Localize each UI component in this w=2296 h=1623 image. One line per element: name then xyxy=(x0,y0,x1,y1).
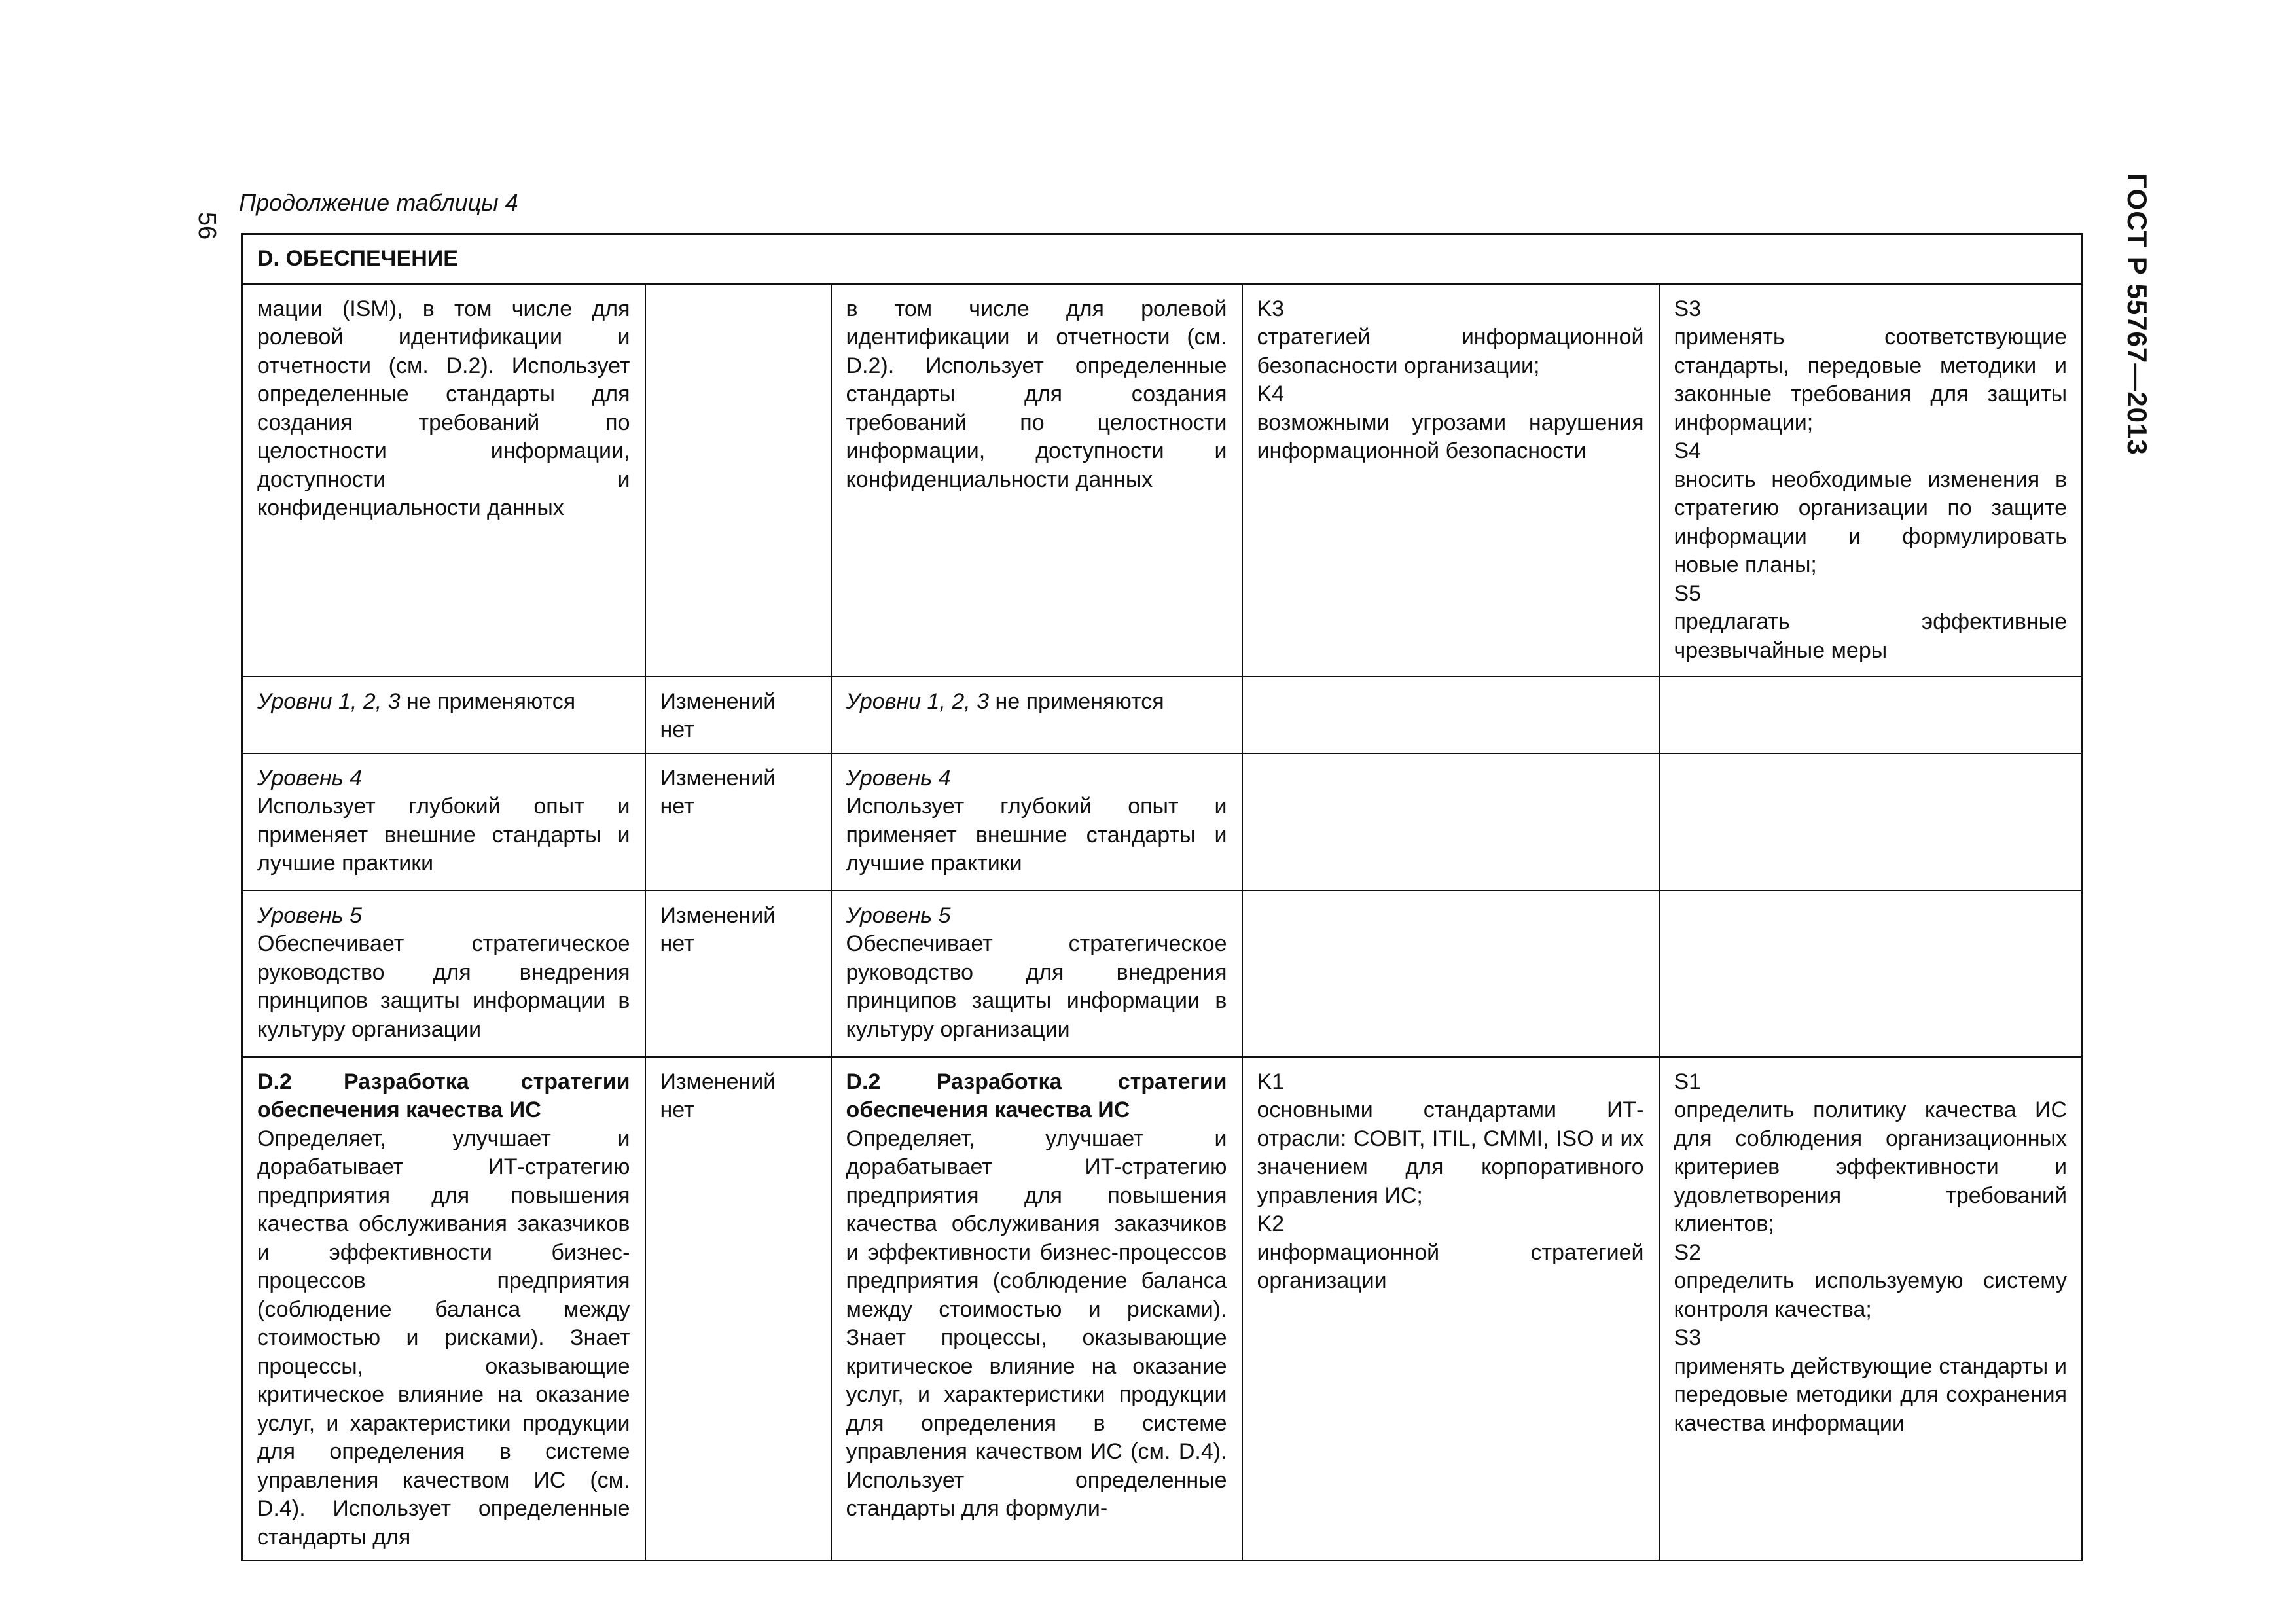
cell-skills xyxy=(1659,753,2083,891)
level-label: Уровень 4 xyxy=(846,765,951,791)
document-designation: ГОСТ Р 55767—2013 xyxy=(2122,173,2153,455)
cell-text: Использует глубокий опыт и применяет внешние стандарты и лучшие практики xyxy=(257,794,630,876)
cell-skills xyxy=(1659,891,2083,1057)
cell-changes xyxy=(645,753,831,891)
competence-table xyxy=(241,233,2083,1561)
skill-text: определить используемую систему контроля качества; xyxy=(1674,1268,2068,1322)
cell-text: Использует глубокий опыт и применяет внешние стандарты и лучшие практики xyxy=(846,794,1227,876)
cell-text: Определяет, улучшает и дорабатывает ИТ-стратегию предприятия для повышения качества обслуживания заказчиков и эффективности бизнес-процессов предприятия (соблюдение баланса между стоимостью и рисками). Знает процессы, оказывающие критическое влияние на оказание услуг, и характеристики продукции для определения в системе управления качеством ИС (см. D.4). Использует определенные стандарты для xyxy=(257,1126,630,1550)
page-number: 56 xyxy=(193,211,221,240)
cell-knowledge xyxy=(1242,677,1659,753)
cell-changes xyxy=(645,891,831,1057)
competence-title: D.2 Разработка стратегии обеспечения качества ИС xyxy=(846,1069,1227,1122)
cell-changes xyxy=(645,677,831,753)
skill-text: предлагать эффективные чрезвычайные меры xyxy=(1674,609,2068,663)
level-label: Уровень 5 xyxy=(257,902,363,928)
skill-code: S1 xyxy=(1674,1069,1702,1094)
cell-description-new xyxy=(831,753,1242,891)
skill-code: S3 xyxy=(1674,296,1702,321)
skill-text: применять соответствующие стандарты, передовые методики и законные требования для защиты информации; xyxy=(1674,325,2068,435)
cell-knowledge xyxy=(1242,284,1659,677)
competence-title: D.2 Разработка стратегии обеспечения качества ИС xyxy=(257,1069,630,1122)
cell-description-new xyxy=(831,891,1242,1057)
cell-knowledge xyxy=(1242,753,1659,891)
cell-text: в том числе для ролевой идентификации и отчетности (см. D.2). Использует определенные стандарты для создания требований по целостности информации, доступности и конфиденциальности данных xyxy=(846,296,1227,492)
cell-description xyxy=(242,677,645,753)
cell-text: не применяются xyxy=(400,688,576,714)
skill-text: определить политику качества ИС для соблюдения организационных критериев эффективности и удовлетворения требований клиентов; xyxy=(1674,1097,2068,1236)
skill-text: применять действующие стандарты и передовые методики для сохранения качества информации xyxy=(1674,1353,2068,1436)
skill-code: S5 xyxy=(1674,580,1702,606)
cell-text: Обеспечивает стратегическое руководство для внедрения принципов защиты информации в культуру организации xyxy=(257,931,630,1042)
cell-text: Определяет, улучшает и дорабатывает ИТ-стратегию предприятия для повышения качества обслуживания заказчиков и эффективности бизнес-процессов предприятия (соблюдение баланса между стоимостью и рисками). Знает процессы, оказывающие критическое влияние на оказание услуг, и характеристики продукции для определения в системе управления качеством ИС (см. D.4). Использует определенные стандарты для формули- xyxy=(846,1126,1227,1521)
cell-text: не применяются xyxy=(989,688,1164,714)
cell-changes xyxy=(645,284,831,677)
cell-description xyxy=(242,891,645,1057)
level-label: Уровень 4 xyxy=(257,765,363,791)
cell-changes xyxy=(645,1057,831,1561)
table-row xyxy=(242,891,2083,1057)
cell-description xyxy=(242,284,645,677)
knowledge-code: K4 xyxy=(1257,382,1285,406)
cell-text: Обеспечивает стратегическое руководство для внедрения принципов защиты информации в культуру организации xyxy=(846,931,1227,1042)
knowledge-text: стратегией информационной безопасности организации; xyxy=(1257,325,1644,378)
cell-skills xyxy=(1659,1057,2083,1561)
skill-code: S4 xyxy=(1674,438,1702,463)
cell-text: Изменений нет xyxy=(660,765,776,819)
table-row xyxy=(242,284,2083,677)
cell-description xyxy=(242,1057,645,1561)
table-row xyxy=(242,753,2083,891)
level-label: Уровень 5 xyxy=(846,902,951,928)
section-header-row xyxy=(242,234,2083,284)
skill-code: S2 xyxy=(1674,1240,1702,1265)
skill-text: вносить необходимые изменения в стратегию организации по защите информации и формулировать новые планы; xyxy=(1674,467,2068,577)
section-title: D. ОБЕСПЕЧЕНИЕ xyxy=(242,234,2083,284)
knowledge-text: основными стандартами ИТ-отрасли: COBIT, ITIL, CMMI, ISO и их значением для корпоративного управления ИС; xyxy=(1257,1097,1644,1208)
cell-description-new xyxy=(831,1057,1242,1561)
knowledge-code: K1 xyxy=(1257,1069,1285,1094)
knowledge-text: информационной стратегией организации xyxy=(1257,1240,1644,1293)
cell-text: Изменений нет xyxy=(660,688,776,742)
cell-text: мации (ISM), в том числе для ролевой идентификации и отчетности (см. D.2). Использует определенные стандарты для создания требований по целостности информации, доступности и конфиденциальности данных xyxy=(257,296,630,520)
cell-skills xyxy=(1659,677,2083,753)
table-caption: Продолжение таблицы 4 xyxy=(239,189,518,216)
level-label: Уровни 1, 2, 3 xyxy=(257,688,401,714)
table-row xyxy=(242,1057,2083,1561)
cell-description xyxy=(242,753,645,891)
knowledge-text: возможными угрозами нарушения информационной безопасности xyxy=(1257,410,1644,463)
cell-text: Изменений нет xyxy=(660,902,776,956)
cell-knowledge xyxy=(1242,891,1659,1057)
knowledge-code: K3 xyxy=(1257,296,1285,321)
skill-code: S3 xyxy=(1674,1325,1702,1350)
cell-text: Изменений нет xyxy=(660,1069,776,1122)
level-label: Уровни 1, 2, 3 xyxy=(846,688,989,714)
cell-skills xyxy=(1659,284,2083,677)
cell-knowledge xyxy=(1242,1057,1659,1561)
table-row xyxy=(242,677,2083,753)
cell-description-new xyxy=(831,284,1242,677)
cell-description-new xyxy=(831,677,1242,753)
knowledge-code: K2 xyxy=(1257,1211,1285,1236)
